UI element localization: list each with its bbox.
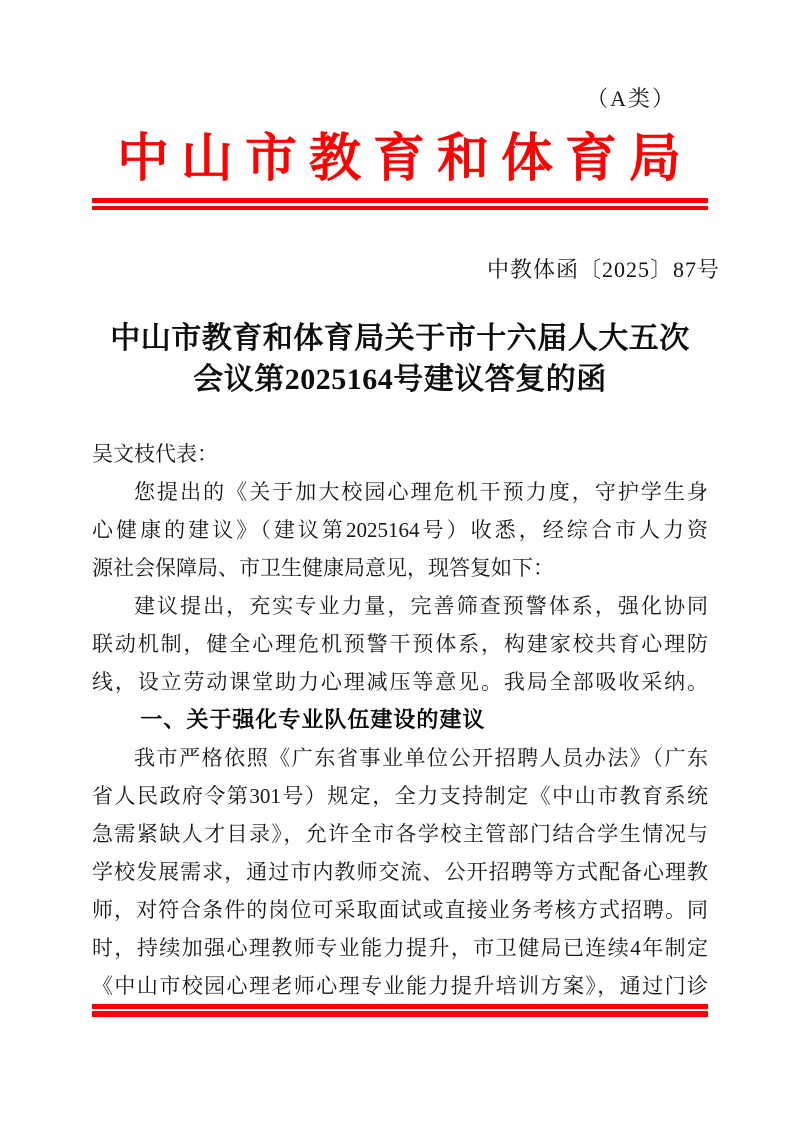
document-title-line1: 中山市教育和体育局关于市十六届人大五次 (110, 322, 690, 355)
footer-rule (92, 1004, 708, 1017)
body-line: 《中山市校园心理老师心理专业能力提升培训方案》，通过门诊 (92, 974, 708, 998)
body-line: 师，对符合条件的岗位可采取面试或直接业务考核方式招聘。同 (92, 898, 708, 922)
masthead-rule (92, 198, 708, 210)
classification-badge: （A类） (586, 86, 676, 111)
body-line: 急需紧缺人才目录》，允许全市各学校主管部门结合学生情况与 (92, 822, 708, 846)
body-line: 省人民政府令第301号）规定，全力支持制定《中山市教育系统 (92, 784, 708, 808)
body-line: 源社会保障局、市卫生健康局意见，现答复如下： (92, 556, 554, 580)
document-title (92, 318, 708, 400)
body-line: 时，持续加强心理教师专业能力提升，市卫健局已连续4年制定 (92, 936, 708, 960)
rule-bar (92, 1011, 708, 1017)
body-line: 线，设立劳动课堂助力心理减压等意见。我局全部吸收采纳。 (92, 670, 708, 694)
body-line: 我市严格依照《广东省事业单位公开招聘人员办法》（广东 (134, 746, 708, 770)
body-line: 联动机制，健全心理危机预警干预体系，构建家校共育心理防 (92, 632, 708, 656)
agency-masthead: 中山市教育和体育局 (116, 131, 693, 188)
document-title-line2: 会议第2025164号建议答复的函 (193, 363, 607, 396)
body-line: 心健康的建议》（建议第2025164号）收悉，经综合市人力资 (92, 518, 708, 542)
section-heading: 一、关于强化专业队伍建设的建议 (140, 707, 486, 732)
rule-bar (92, 206, 708, 210)
body-line: 学校发展需求，通过市内教师交流、公开招聘等方式配备心理教 (92, 860, 708, 884)
body-line: 建议提出，充实专业力量，完善筛查预警体系，强化协同 (134, 594, 708, 618)
salutation: 吴文枝代表： (92, 442, 218, 466)
document-body (92, 435, 708, 1005)
body-line: 您提出的《关于加大校园心理危机干预力度，守护学生身 (134, 480, 708, 504)
document-number: 中教体函〔2025〕87号 (486, 257, 720, 282)
